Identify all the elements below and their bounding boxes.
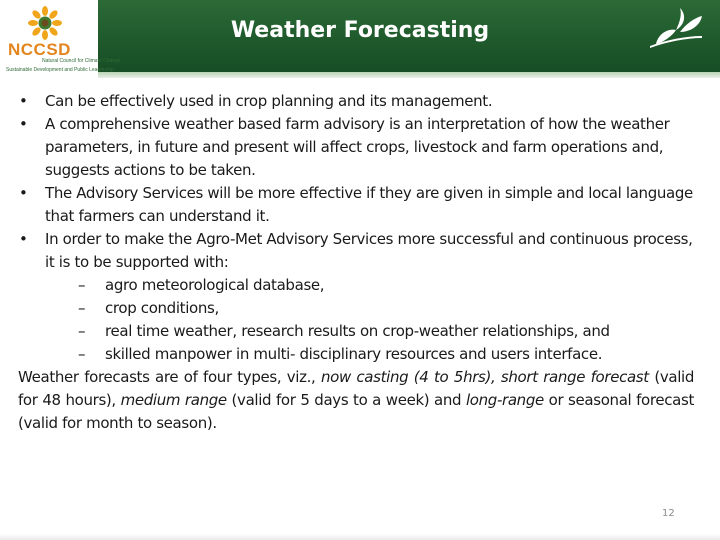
sub-bullet-text: real time weather, research results on crop-weather relationships, and xyxy=(105,322,610,340)
sub-bullet-list xyxy=(45,274,694,366)
paragraph-italic-text: long-range xyxy=(465,391,544,409)
paragraph-italic-text: medium range xyxy=(120,391,227,409)
bullet-marker: • xyxy=(19,184,28,202)
bullet-item xyxy=(18,182,694,228)
logo-tagline-1: Natural Council for Climate Change xyxy=(42,58,121,64)
sub-bullet-item xyxy=(45,274,694,297)
paragraph-text: Weather forecasts are of four types, viz., xyxy=(18,368,321,386)
sub-bullet-item xyxy=(45,343,694,366)
sub-bullet-marker: – xyxy=(78,345,86,363)
bullet-marker: • xyxy=(19,230,28,248)
bullet-marker: • xyxy=(19,115,28,133)
paragraph-italic-text: now casting (4 to 5hrs), short range forecast xyxy=(321,368,649,386)
sub-bullet-text: skilled manpower in multi- disciplinary resources and users interface. xyxy=(105,345,603,363)
paragraph-text: or seasonal forecast (valid for month to season). xyxy=(18,391,694,432)
sub-bullet-text: agro meteorological database, xyxy=(105,276,325,294)
bullet-text: The Advisory Services will be more effective if they are given in simple and local language that farmers can understand it. xyxy=(45,184,693,225)
sub-bullet-marker: – xyxy=(78,276,86,294)
logo-tagline-2: Sustainable Development and Public Leadership xyxy=(6,67,114,73)
slide-title: Weather Forecasting xyxy=(230,18,490,43)
sunflower-icon xyxy=(28,6,62,40)
leaf-sprout-icon xyxy=(646,4,704,48)
sub-bullet-item xyxy=(45,297,694,320)
bullet-text: Can be effectively used in crop planning and its management. xyxy=(45,92,493,110)
page-number: 12 xyxy=(662,508,675,519)
paragraph-text: (valid for 48 hours), xyxy=(18,368,694,409)
slide-body xyxy=(18,90,694,435)
paragraph-text: (valid for 5 days to a week) and xyxy=(226,391,466,409)
sub-bullet-marker: – xyxy=(78,322,86,340)
footer-rule xyxy=(0,534,720,540)
bullet-text: A comprehensive weather based farm advisory is an interpretation of how the weather parameters, in future and present will affect crops, livestock and farm operations and, suggests actions to be taken. xyxy=(45,115,670,179)
sub-bullet-text: crop conditions, xyxy=(105,299,219,317)
sub-bullet-item xyxy=(45,320,694,343)
bullet-marker: • xyxy=(19,92,28,110)
sub-bullet-marker: – xyxy=(78,299,86,317)
bullet-item xyxy=(18,228,694,366)
logo-wordmark: NCCSD xyxy=(8,40,71,59)
bullet-item xyxy=(18,113,694,182)
bullet-item xyxy=(18,90,694,113)
bullet-text: In order to make the Agro-Met Advisory Services more successful and continuous process, it is to be supported with: xyxy=(45,230,693,271)
bullet-list xyxy=(18,90,694,366)
nccsd-logo xyxy=(0,0,121,78)
forecast-types-paragraph xyxy=(18,366,694,435)
